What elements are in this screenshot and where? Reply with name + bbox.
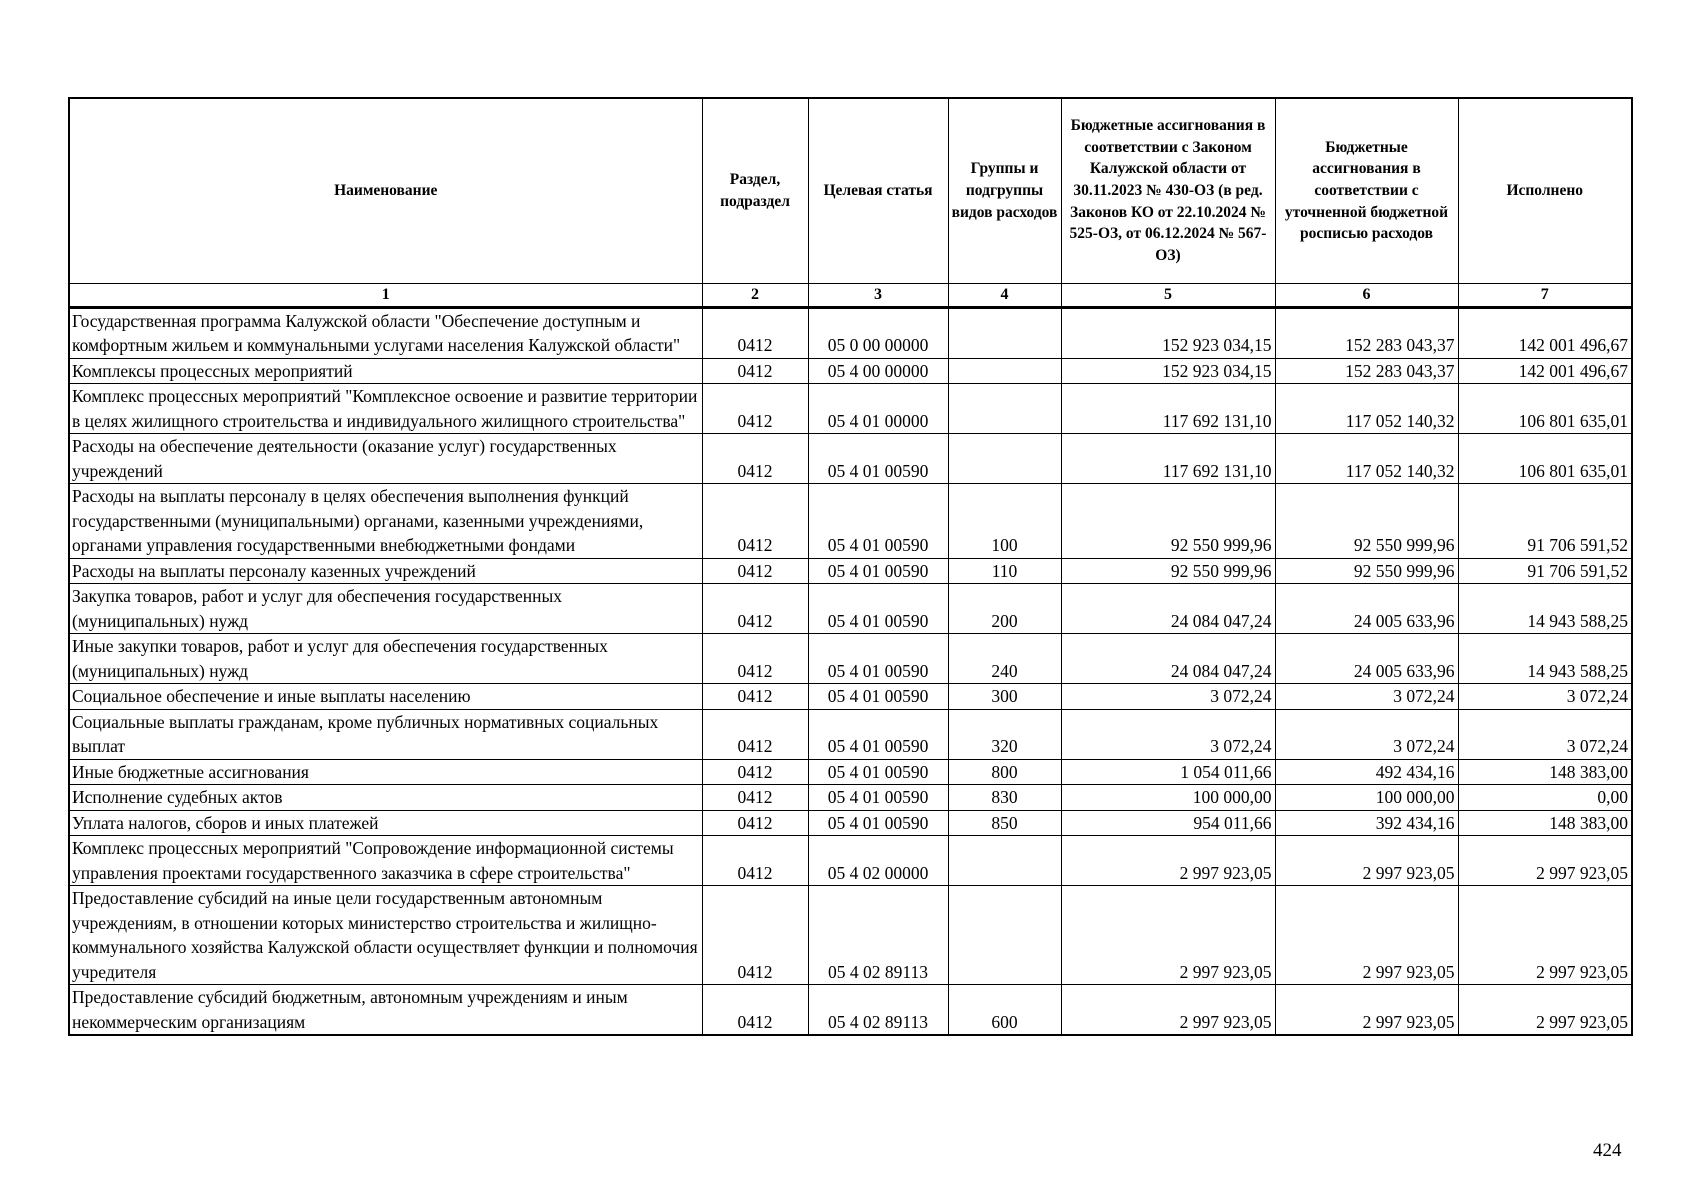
row-refined-amount: 492 434,16 xyxy=(1275,759,1458,785)
row-section: 0412 xyxy=(702,836,808,886)
row-section: 0412 xyxy=(702,558,808,584)
row-section: 0412 xyxy=(702,886,808,985)
page-number: 424 xyxy=(1593,1140,1622,1161)
row-name: Предоставление субсидий бюджетным, автономным учреждениям и иным некоммерческим организациям xyxy=(69,985,702,1036)
row-refined-amount: 2 997 923,05 xyxy=(1275,985,1458,1036)
row-executed-amount: 148 383,00 xyxy=(1458,759,1632,785)
table-row xyxy=(69,985,1632,1036)
row-refined-amount: 92 550 999,96 xyxy=(1275,484,1458,559)
row-section: 0412 xyxy=(702,358,808,384)
row-target: 05 4 01 00590 xyxy=(808,484,948,559)
table-row xyxy=(69,434,1632,484)
row-section: 0412 xyxy=(702,785,808,811)
row-law-amount: 3 072,24 xyxy=(1061,709,1275,759)
row-target: 05 4 01 00590 xyxy=(808,434,948,484)
row-refined-amount: 117 052 140,32 xyxy=(1275,384,1458,434)
table-row xyxy=(69,307,1632,358)
row-section: 0412 xyxy=(702,484,808,559)
row-target: 05 4 02 89113 xyxy=(808,886,948,985)
row-section: 0412 xyxy=(702,810,808,836)
column-number-row xyxy=(69,283,1632,307)
row-target: 05 4 01 00590 xyxy=(808,584,948,634)
row-target: 05 4 01 00590 xyxy=(808,684,948,710)
row-section: 0412 xyxy=(702,307,808,358)
row-refined-amount: 24 005 633,96 xyxy=(1275,584,1458,634)
row-target: 05 4 01 00000 xyxy=(808,384,948,434)
row-executed-amount: 2 997 923,05 xyxy=(1458,985,1632,1036)
row-group: 850 xyxy=(948,810,1061,836)
table-row xyxy=(69,785,1632,811)
row-refined-amount: 152 283 043,37 xyxy=(1275,307,1458,358)
row-law-amount: 152 923 034,15 xyxy=(1061,358,1275,384)
row-target: 05 4 01 00590 xyxy=(808,634,948,684)
row-group: 100 xyxy=(948,484,1061,559)
column-number: 6 xyxy=(1275,283,1458,307)
row-refined-amount: 24 005 633,96 xyxy=(1275,634,1458,684)
row-law-amount: 954 011,66 xyxy=(1061,810,1275,836)
row-name: Расходы на обеспечение деятельности (оказание услуг) государственных учреждений xyxy=(69,434,702,484)
row-refined-amount: 2 997 923,05 xyxy=(1275,886,1458,985)
row-executed-amount: 142 001 496,67 xyxy=(1458,307,1632,358)
row-refined-amount: 152 283 043,37 xyxy=(1275,358,1458,384)
row-law-amount: 2 997 923,05 xyxy=(1061,886,1275,985)
row-name: Иные закупки товаров, работ и услуг для обеспечения государственных (муниципальных) нужд xyxy=(69,634,702,684)
row-group xyxy=(948,886,1061,985)
row-group xyxy=(948,434,1061,484)
column-number: 1 xyxy=(69,283,702,307)
row-name: Иные бюджетные ассигнования xyxy=(69,759,702,785)
row-law-amount: 152 923 034,15 xyxy=(1061,307,1275,358)
row-refined-amount: 3 072,24 xyxy=(1275,684,1458,710)
row-name: Социальное обеспечение и иные выплаты населению xyxy=(69,684,702,710)
row-law-amount: 24 084 047,24 xyxy=(1061,634,1275,684)
row-law-amount: 117 692 131,10 xyxy=(1061,434,1275,484)
table-row xyxy=(69,484,1632,559)
row-group: 200 xyxy=(948,584,1061,634)
row-refined-amount: 3 072,24 xyxy=(1275,709,1458,759)
row-executed-amount: 106 801 635,01 xyxy=(1458,434,1632,484)
row-law-amount: 2 997 923,05 xyxy=(1061,985,1275,1036)
row-law-amount: 2 997 923,05 xyxy=(1061,836,1275,886)
table-row xyxy=(69,384,1632,434)
row-group xyxy=(948,307,1061,358)
row-law-amount: 24 084 047,24 xyxy=(1061,584,1275,634)
row-target: 05 0 00 00000 xyxy=(808,307,948,358)
row-executed-amount: 142 001 496,67 xyxy=(1458,358,1632,384)
header-target: Целевая статья xyxy=(808,98,948,283)
row-refined-amount: 2 997 923,05 xyxy=(1275,836,1458,886)
row-executed-amount: 91 706 591,52 xyxy=(1458,558,1632,584)
row-target: 05 4 01 00590 xyxy=(808,810,948,836)
row-group: 300 xyxy=(948,684,1061,710)
row-name: Комплекс процессных мероприятий "Сопровождение информационной системы управления проектами государственного заказчика в сфере строительства" xyxy=(69,836,702,886)
row-name: Социальные выплаты гражданам, кроме публичных нормативных социальных выплат xyxy=(69,709,702,759)
row-executed-amount: 0,00 xyxy=(1458,785,1632,811)
row-executed-amount: 2 997 923,05 xyxy=(1458,886,1632,985)
table-row xyxy=(69,358,1632,384)
row-section: 0412 xyxy=(702,709,808,759)
row-group xyxy=(948,358,1061,384)
row-group xyxy=(948,836,1061,886)
row-target: 05 4 00 00000 xyxy=(808,358,948,384)
row-name: Государственная программа Калужской области "Обеспечение доступным и комфортным жильем и коммунальными услугами населения Калужской области" xyxy=(69,307,702,358)
table-body xyxy=(69,307,1632,1035)
row-target: 05 4 02 00000 xyxy=(808,836,948,886)
row-group: 320 xyxy=(948,709,1061,759)
row-section: 0412 xyxy=(702,985,808,1036)
header-refined: Бюджетные ассигнования в соответствии с уточненной бюджетной росписью расходов xyxy=(1275,98,1458,283)
column-number: 2 xyxy=(702,283,808,307)
row-name: Уплата налогов, сборов и иных платежей xyxy=(69,810,702,836)
row-name: Комплекс процессных мероприятий "Комплексное освоение и развитие территории в целях жилищного строительства и индивидуального жилищного строительства" xyxy=(69,384,702,434)
header-executed: Исполнено xyxy=(1458,98,1632,283)
table-row xyxy=(69,886,1632,985)
table-row xyxy=(69,759,1632,785)
row-law-amount: 1 054 011,66 xyxy=(1061,759,1275,785)
row-executed-amount: 3 072,24 xyxy=(1458,684,1632,710)
table-row xyxy=(69,836,1632,886)
row-name: Комплексы процессных мероприятий xyxy=(69,358,702,384)
row-refined-amount: 100 000,00 xyxy=(1275,785,1458,811)
header-law: Бюджетные ассигнования в соответствии с Законом Калужской области от 30.11.2023 № 430-ОЗ (в ред. Законов КО от 22.10.2024 № 525-ОЗ, от 06.12.2024 № 567-ОЗ) xyxy=(1061,98,1275,283)
row-executed-amount: 2 997 923,05 xyxy=(1458,836,1632,886)
row-law-amount: 100 000,00 xyxy=(1061,785,1275,811)
row-executed-amount: 3 072,24 xyxy=(1458,709,1632,759)
row-name: Закупка товаров, работ и услуг для обеспечения государственных (муниципальных) нужд xyxy=(69,584,702,634)
row-refined-amount: 392 434,16 xyxy=(1275,810,1458,836)
row-law-amount: 117 692 131,10 xyxy=(1061,384,1275,434)
table-row xyxy=(69,709,1632,759)
row-name: Предоставление субсидий на иные цели государственным автономным учреждениям, в отношении которых министерство строительства и жилищно-коммунального хозяйства Калужской области осуществляет функции и полномочия учредителя xyxy=(69,886,702,985)
table-row xyxy=(69,684,1632,710)
header-section: Раздел, подраздел xyxy=(702,98,808,283)
row-law-amount: 92 550 999,96 xyxy=(1061,484,1275,559)
row-law-amount: 92 550 999,96 xyxy=(1061,558,1275,584)
header-name: Наименование xyxy=(69,98,702,283)
row-name: Исполнение судебных актов xyxy=(69,785,702,811)
row-executed-amount: 106 801 635,01 xyxy=(1458,384,1632,434)
row-section: 0412 xyxy=(702,584,808,634)
row-target: 05 4 01 00590 xyxy=(808,709,948,759)
column-number: 4 xyxy=(948,283,1061,307)
row-group: 830 xyxy=(948,785,1061,811)
row-section: 0412 xyxy=(702,684,808,710)
budget-table xyxy=(68,97,1633,1036)
row-group: 240 xyxy=(948,634,1061,684)
row-target: 05 4 01 00590 xyxy=(808,785,948,811)
column-number: 3 xyxy=(808,283,948,307)
row-executed-amount: 148 383,00 xyxy=(1458,810,1632,836)
table-row xyxy=(69,584,1632,634)
row-section: 0412 xyxy=(702,634,808,684)
row-law-amount: 3 072,24 xyxy=(1061,684,1275,710)
row-refined-amount: 117 052 140,32 xyxy=(1275,434,1458,484)
table-row xyxy=(69,634,1632,684)
column-number: 5 xyxy=(1061,283,1275,307)
table-row xyxy=(69,810,1632,836)
row-target: 05 4 01 00590 xyxy=(808,759,948,785)
row-group: 800 xyxy=(948,759,1061,785)
row-group: 110 xyxy=(948,558,1061,584)
row-target: 05 4 02 89113 xyxy=(808,985,948,1036)
header-group: Группы и подгруппы видов расходов xyxy=(948,98,1061,283)
row-name: Расходы на выплаты персоналу казенных учреждений xyxy=(69,558,702,584)
row-section: 0412 xyxy=(702,384,808,434)
row-group: 600 xyxy=(948,985,1061,1036)
row-section: 0412 xyxy=(702,434,808,484)
row-section: 0412 xyxy=(702,759,808,785)
table-row xyxy=(69,558,1632,584)
row-group xyxy=(948,384,1061,434)
row-refined-amount: 92 550 999,96 xyxy=(1275,558,1458,584)
row-executed-amount: 91 706 591,52 xyxy=(1458,484,1632,559)
row-name: Расходы на выплаты персоналу в целях обеспечения выполнения функций государственными (муниципальными) органами, казенными учреждениями, органами управления государственными внебюджетными фондами xyxy=(69,484,702,559)
row-executed-amount: 14 943 588,25 xyxy=(1458,584,1632,634)
row-target: 05 4 01 00590 xyxy=(808,558,948,584)
header-row xyxy=(69,98,1632,283)
row-executed-amount: 14 943 588,25 xyxy=(1458,634,1632,684)
column-number: 7 xyxy=(1458,283,1632,307)
